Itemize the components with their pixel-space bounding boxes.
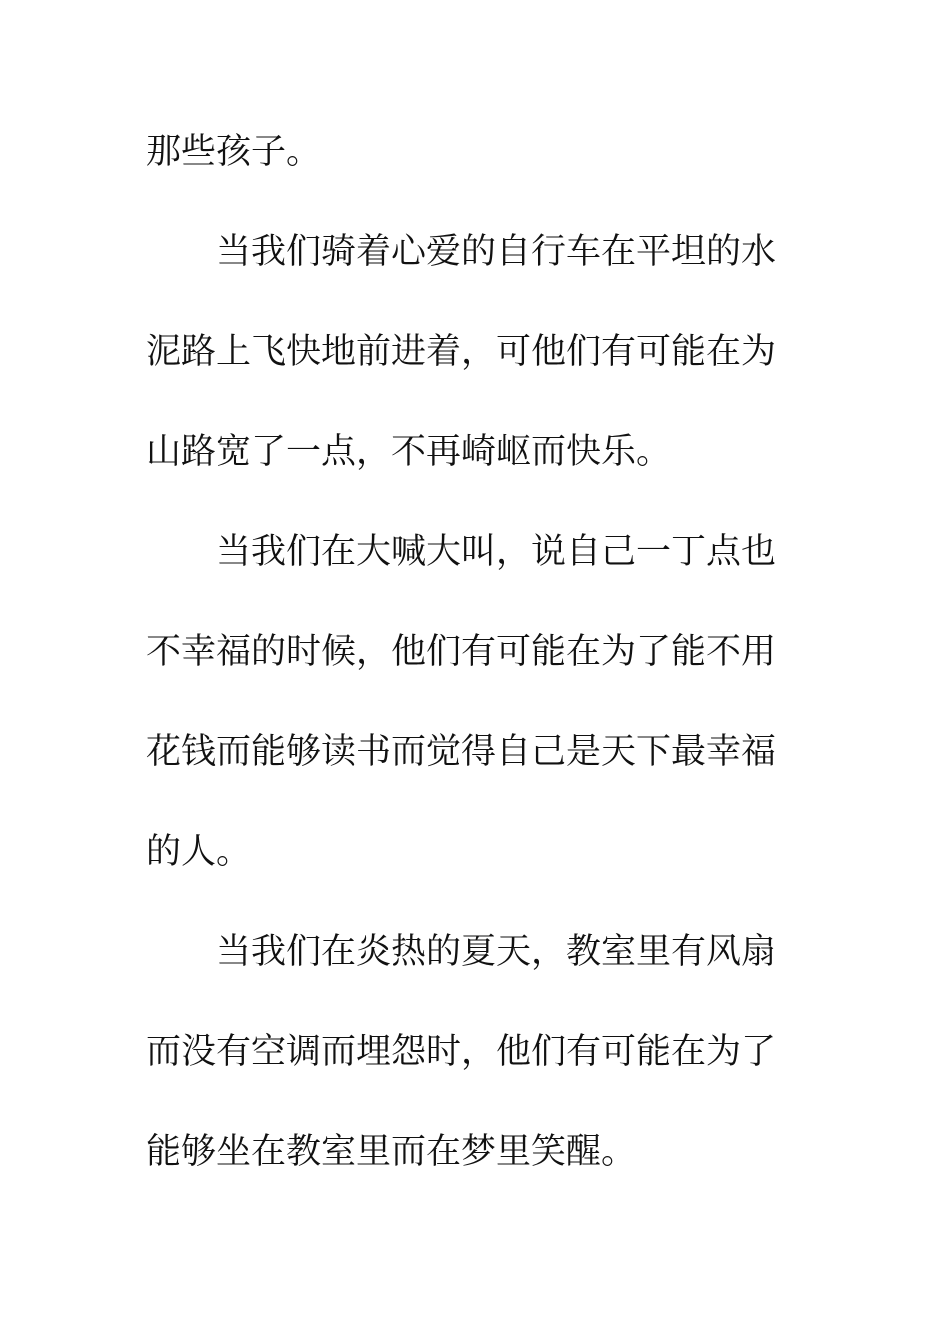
paragraph-line: 不幸福的时候，他们有可能在为了能不用 [146, 632, 777, 672]
paragraph-line: 那些孩子。 [146, 132, 322, 172]
paragraph-line: 能够坐在教室里而在梦里笑醒。 [146, 1132, 637, 1172]
paragraph-line: 花钱而能够读书而觉得自己是天下最幸福 [146, 732, 777, 772]
paragraph-line: 泥路上飞快地前进着，可他们有可能在为 [146, 332, 777, 372]
paragraph-line: 当我们骑着心爱的自行车在平坦的水 [216, 232, 777, 272]
paragraph-line: 当我们在炎热的夏天，教室里有风扇 [216, 932, 777, 972]
paragraph-line: 当我们在大喊大叫，说自己一丁点也 [216, 532, 777, 572]
paragraph-line: 山路宽了一点，不再崎岖而快乐。 [146, 432, 672, 472]
paragraph-line: 而没有空调而埋怨时，他们有可能在为了 [146, 1032, 777, 1072]
paragraph-line: 的人。 [146, 832, 252, 872]
